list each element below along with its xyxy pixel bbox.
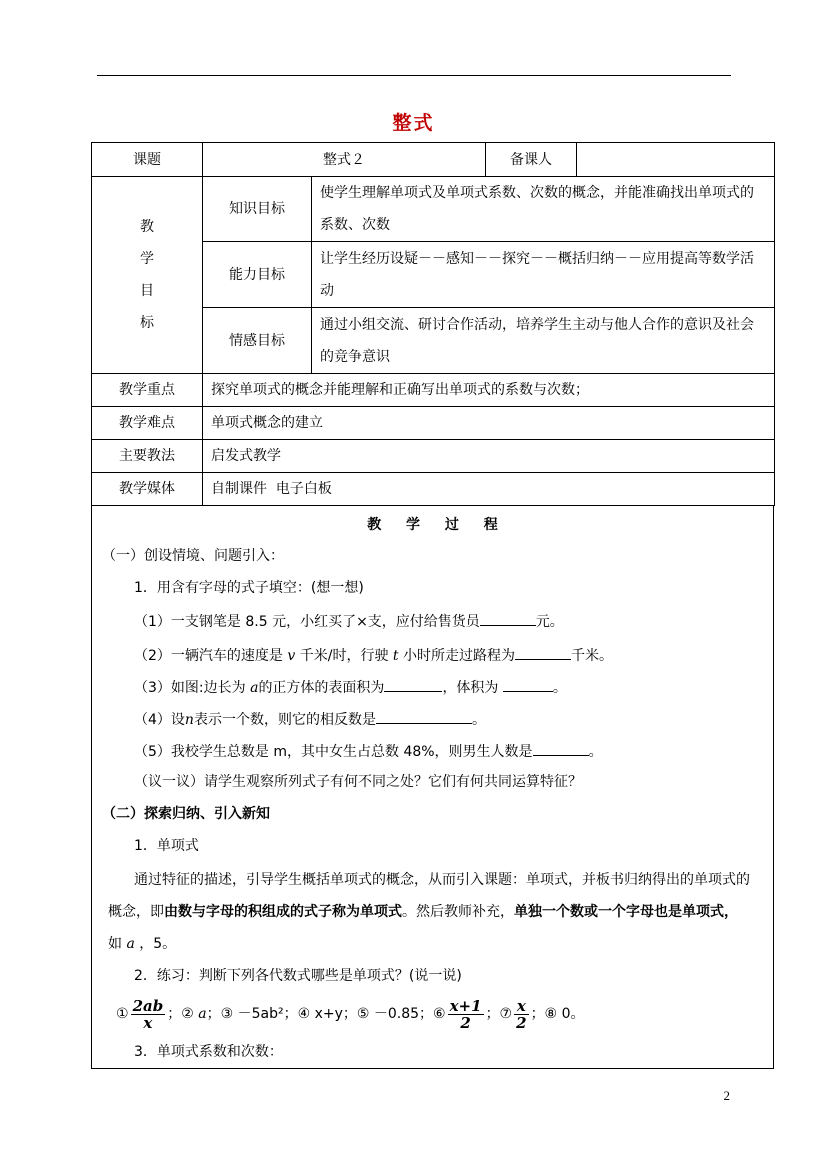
answer-blank[interactable] [503,676,553,692]
question-2: （2）一辆汽车的速度是 v 千米/时，行驶 t 小时所走过路程为 千米。 [108,644,765,666]
goal-label: 知识目标 [203,177,312,242]
exercise-expressions: ① $\frac{2ab}{x}$ ；② a；③ －5ab²；④ x+y；⑤ －0.85；⑥ $\frac{x+1}{2}$ ；⑦ $\frac{x}{2}$ ；⑧ 0。 [116,996,585,1032]
answer-blank[interactable] [384,676,442,692]
difficulty-row [92,407,775,440]
method-row [92,440,775,473]
difficulty-label: 教学难点 [92,407,203,440]
question-5: （5）我校学生总数是 m，其中女生占总数 48%，则男生人数是 。 [108,740,765,762]
paragraph-line-2: 概念，即由数与字母的积组成的式子称为单项式。然后教师补充，单独一个数或一个字母也是单项式， [108,904,738,920]
goal-label: 情感目标 [203,308,312,374]
paragraph-line-3: 如 a ，5。 [108,936,177,952]
subsection-monomial: 1．单项式 [134,838,199,854]
section-2-title: （二）探索归纳、引入新知 [102,806,270,822]
answer-blank[interactable] [376,708,472,724]
method-label: 主要教法 [92,440,203,473]
subsection-coefficient-degree: 3．单项式系数和次数： [134,1044,283,1060]
difficulty-value: 单项式概念的建立 [203,407,775,440]
page-number: 2 [723,1088,730,1103]
method-value: 启发式教学 [203,440,775,473]
answer-blank[interactable] [480,610,536,626]
exercise-title: 2．练习：判断下列各代数式哪些是单项式？(说一说) [134,968,462,984]
process-heading: 教 学 过 程 [367,517,498,533]
question-1: （1）一支钢笔是 8.5 元，小红买了×支，应付给售货员 元。 [108,610,765,632]
author-label: 备课人 [486,143,577,177]
teaching-process-section [91,506,774,1069]
question-3: （3）如图:边长为 a的正方体的表面积为 ，体积为 。 [108,676,765,698]
topic-row [92,143,775,177]
topic-value: 整式２ [203,143,486,177]
goals-label: 教 学 目 标 [92,177,203,374]
answer-blank[interactable] [515,644,571,660]
question-intro: 1．用含有字母的式子填空：(想一想) [134,580,364,596]
header-rule [97,75,731,76]
fraction: $\frac{x}{2}$ [516,996,527,1032]
key-points-label: 教学重点 [92,374,203,407]
goal-text: 让学生经历设疑－－感知－－探究－－概括归纳－－应用提高等数学活动 [312,242,775,308]
lesson-plan-table [91,142,775,506]
topic-label: 课题 [92,143,203,177]
media-label: 教学媒体 [92,473,203,506]
goal-text: 使学生理解单项式及单项式系数、次数的概念，并能准确找出单项式的系数、次数 [312,177,775,242]
goal-label: 能力目标 [203,242,312,308]
paragraph-line-1: 通过特征的描述，引导学生概括单项式的概念，从而引入课题：单项式，并板书归纳得出的单项式的 [134,872,750,888]
key-points-value: 探究单项式的概念并能理解和正确写出单项式的系数与次数； [203,374,775,407]
fraction: $\frac{x+1}{2}$ [449,996,482,1032]
fraction: $\frac{2ab}{x}$ [132,996,164,1032]
author-value [577,143,775,177]
media-row [92,473,775,506]
key-points-row [92,374,775,407]
document-title: 整式 [392,112,435,134]
goal-text: 通过小组交流、研讨合作活动，培养学生主动与他人合作的意识及社会的竞争意识 [312,308,775,374]
answer-blank[interactable] [533,740,589,756]
question-4: （4）设n表示一个数，则它的相反数是 。 [108,708,765,730]
section-1-title: （一）创设情境、问题引入： [102,548,284,564]
goal-row-knowledge [92,177,775,242]
media-value: 自制课件 电子白板 [203,473,775,506]
discussion: （议一议）请学生观察所列式子有何不同之处？它们有何共同运算特征？ [134,774,582,790]
